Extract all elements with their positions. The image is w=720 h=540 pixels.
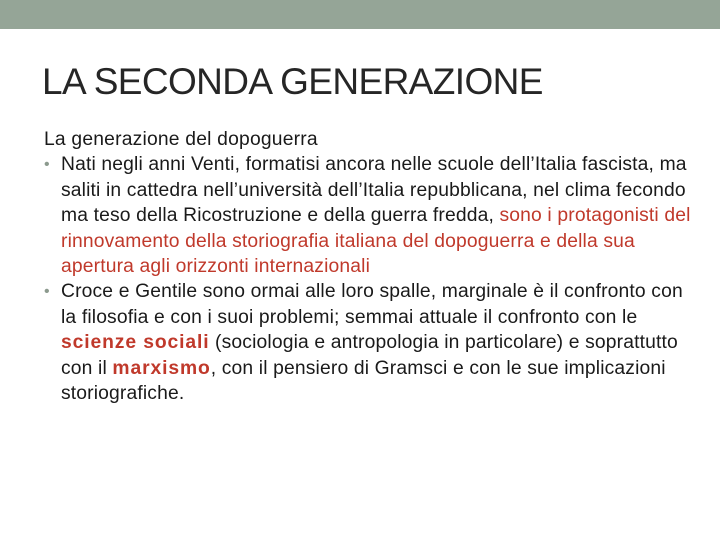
bullet-2-text-part-2: (sociologia e antropologia in particolare) e soprattutto con il xyxy=(61,332,678,379)
bullet-1-highlight: sono i protagonisti del rinnovamento della storiografia italiana del dopoguerra e della sua apertura agli orizzonti internazionali xyxy=(61,205,691,278)
bullet-2-text-part-3: , con il pensiero di Gramsci e con le sue implicazioni storiografiche. xyxy=(61,357,666,405)
slide-title: LA SECONDA GENERAZIONE xyxy=(42,61,543,102)
bullet-item-1 xyxy=(44,152,694,279)
bullet-2-text-part-1: Croce e Gentile sono ormai alle loro spalle, marginale è il confronto con la filosofia e con i suoi problemi; semmai attuale il confronto con le xyxy=(61,281,683,328)
bullet-icon: • xyxy=(44,156,50,174)
bullet-icon: • xyxy=(44,283,50,301)
top-accent-bar xyxy=(0,0,720,29)
slide-subtitle: La generazione del dopoguerra xyxy=(44,129,318,150)
highlight-marxismo: marxismo xyxy=(112,357,211,379)
bullet-item-2 xyxy=(44,279,694,406)
highlight-scienze-sociali: scienze sociali xyxy=(61,332,210,354)
bullet-1-text: Nati negli anni Venti, formatisi ancora nelle scuole dell’Italia fascista, ma saliti in cattedra nell’università dell’Italia repubblicana, nel clima fecondo ma teso della Ricostruzione e della guerra fredda, xyxy=(61,154,687,227)
slide-content xyxy=(44,127,694,406)
